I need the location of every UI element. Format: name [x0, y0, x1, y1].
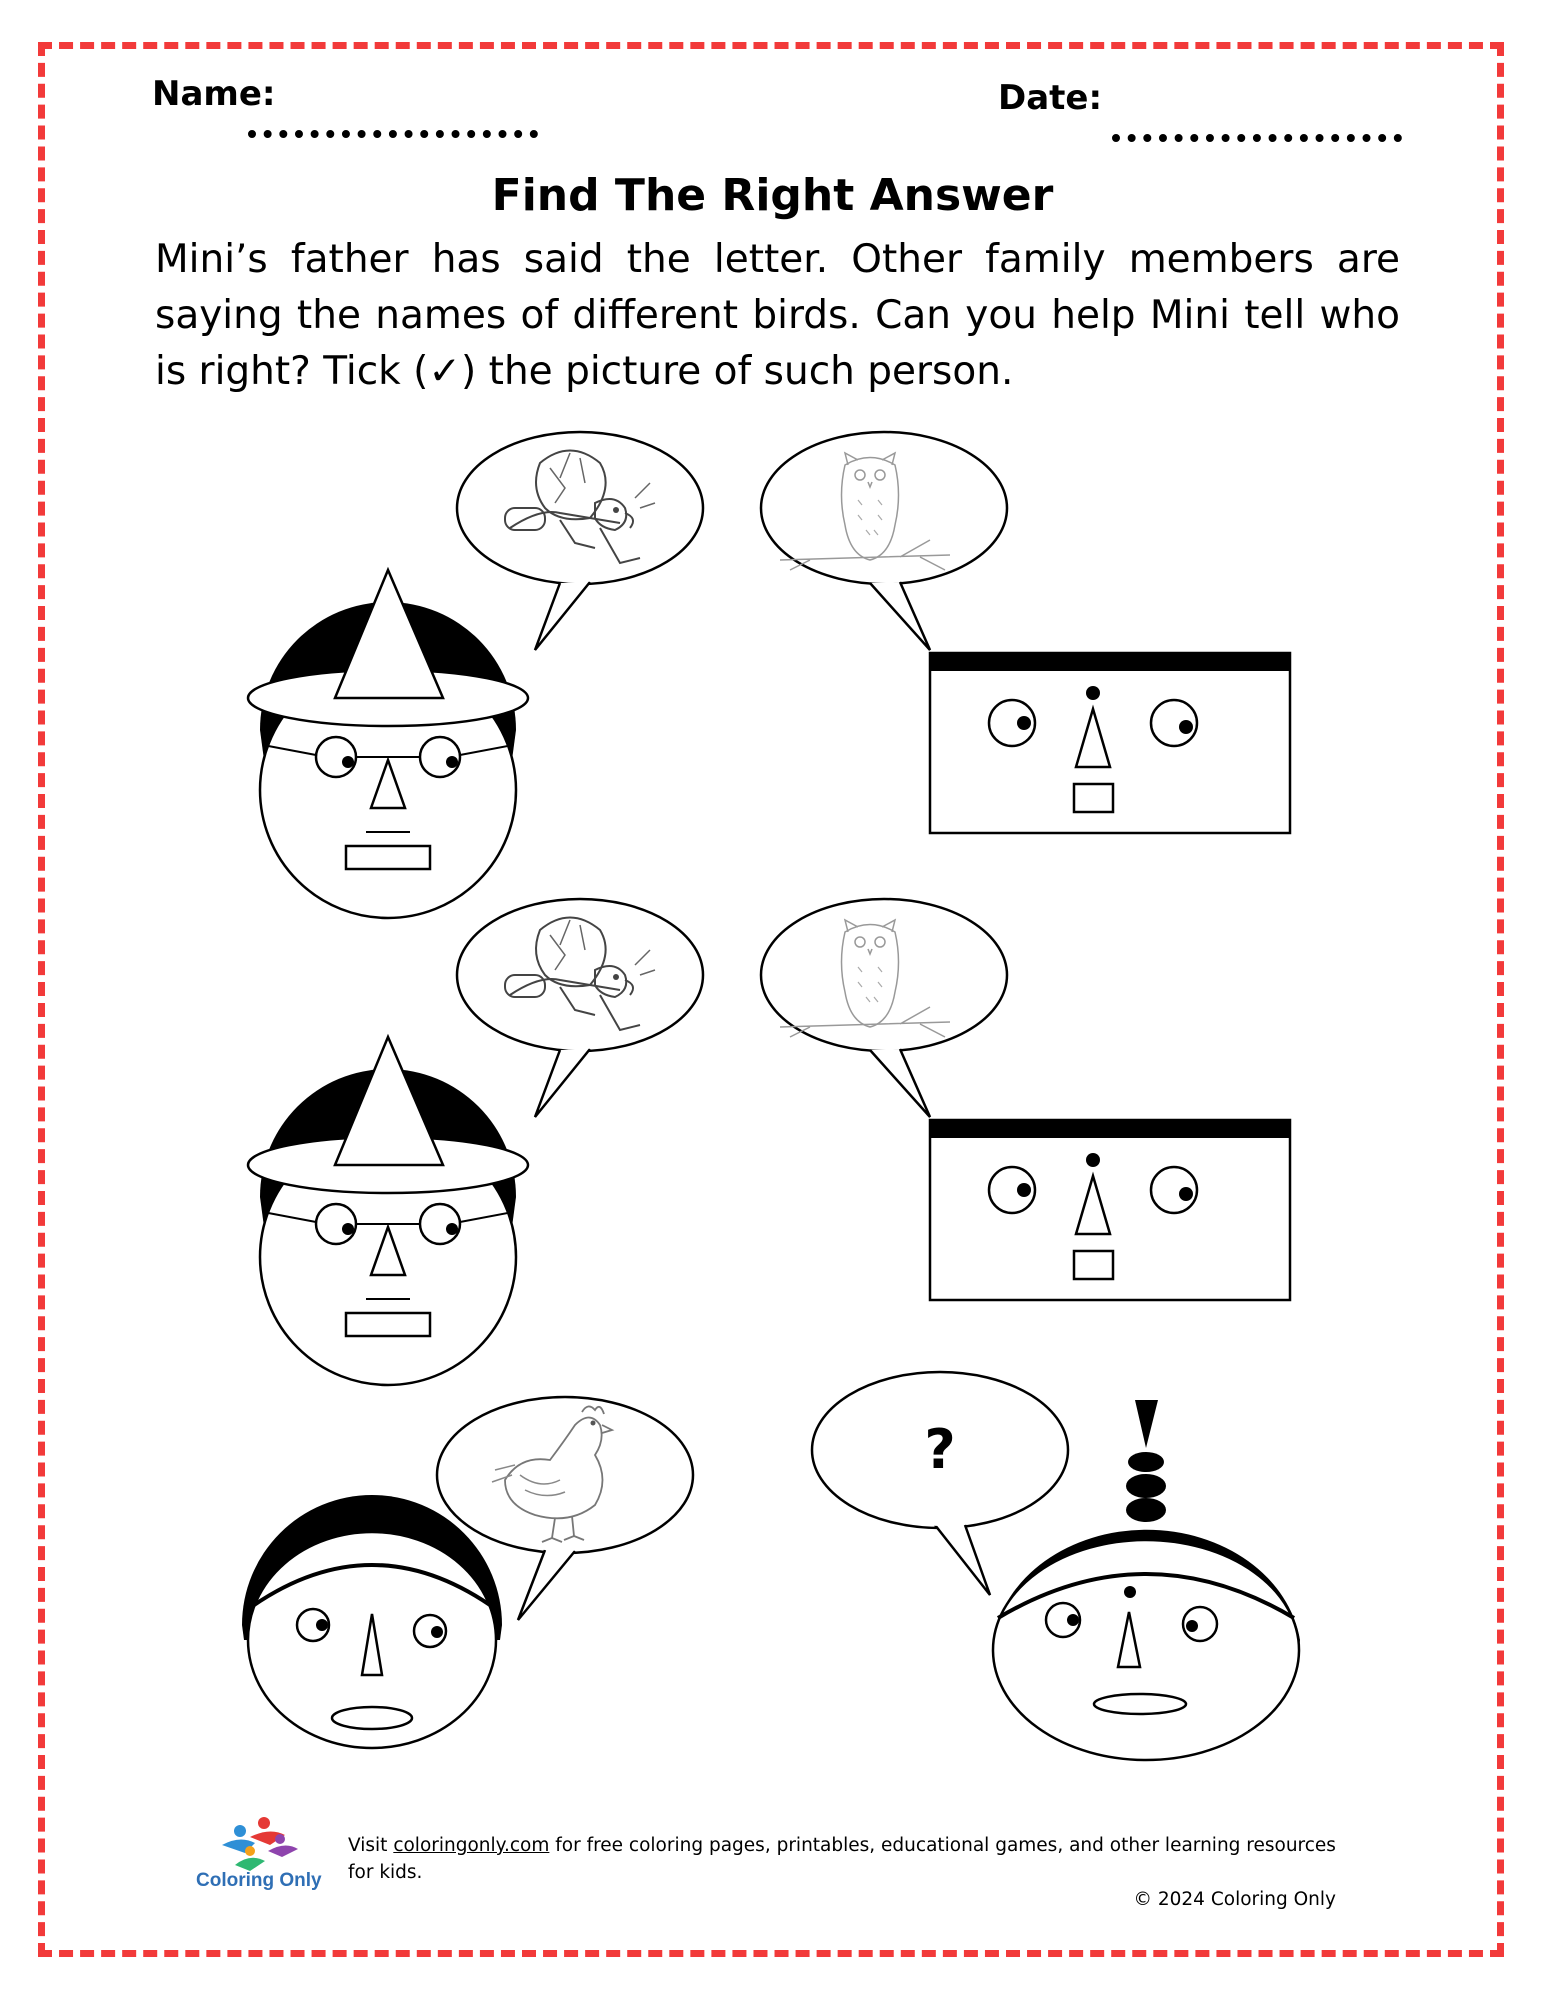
father-face-1[interactable] — [930, 653, 1290, 833]
worksheet-title: Find The Right Answer — [491, 170, 1054, 221]
name-label: Name: — [152, 74, 276, 114]
date-label: Date: — [998, 78, 1103, 118]
footer-visit-line — [348, 1832, 1336, 1886]
mother-face-1[interactable] — [248, 570, 528, 918]
speech-bubble-parrot-1 — [457, 432, 703, 650]
speech-bubble-owl-1 — [761, 432, 1007, 650]
footer-copyright: © 2024 Coloring Only — [1133, 1889, 1336, 1910]
speech-bubble-parrot-2 — [457, 899, 703, 1117]
footer-visit-prefix: Visit — [348, 1835, 394, 1856]
coloring-only-logo-icon — [222, 1817, 298, 1871]
father-face-2[interactable] — [930, 1120, 1290, 1300]
boy-face[interactable] — [242, 1495, 502, 1748]
footer-visit-suffix: for free coloring pages, printables, educational games, and other learning resources for kids. — [348, 1835, 1336, 1883]
worksheet-instructions: Mini’s father has said the letter. Other family members are saying the names of different birds. Can you help Mini tell who is right? Tick (✓) the picture of such person. — [155, 237, 1400, 394]
mother-face-2[interactable] — [248, 1037, 528, 1385]
site-link[interactable]: coloringonly.com — [393, 1835, 550, 1856]
question-mark: ? — [924, 1418, 956, 1481]
speech-bubble-owl-2 — [761, 899, 1007, 1117]
speech-bubble-question — [812, 1372, 1068, 1595]
footer — [348, 1832, 1336, 1913]
logo-name: Coloring Only — [196, 1870, 322, 1891]
